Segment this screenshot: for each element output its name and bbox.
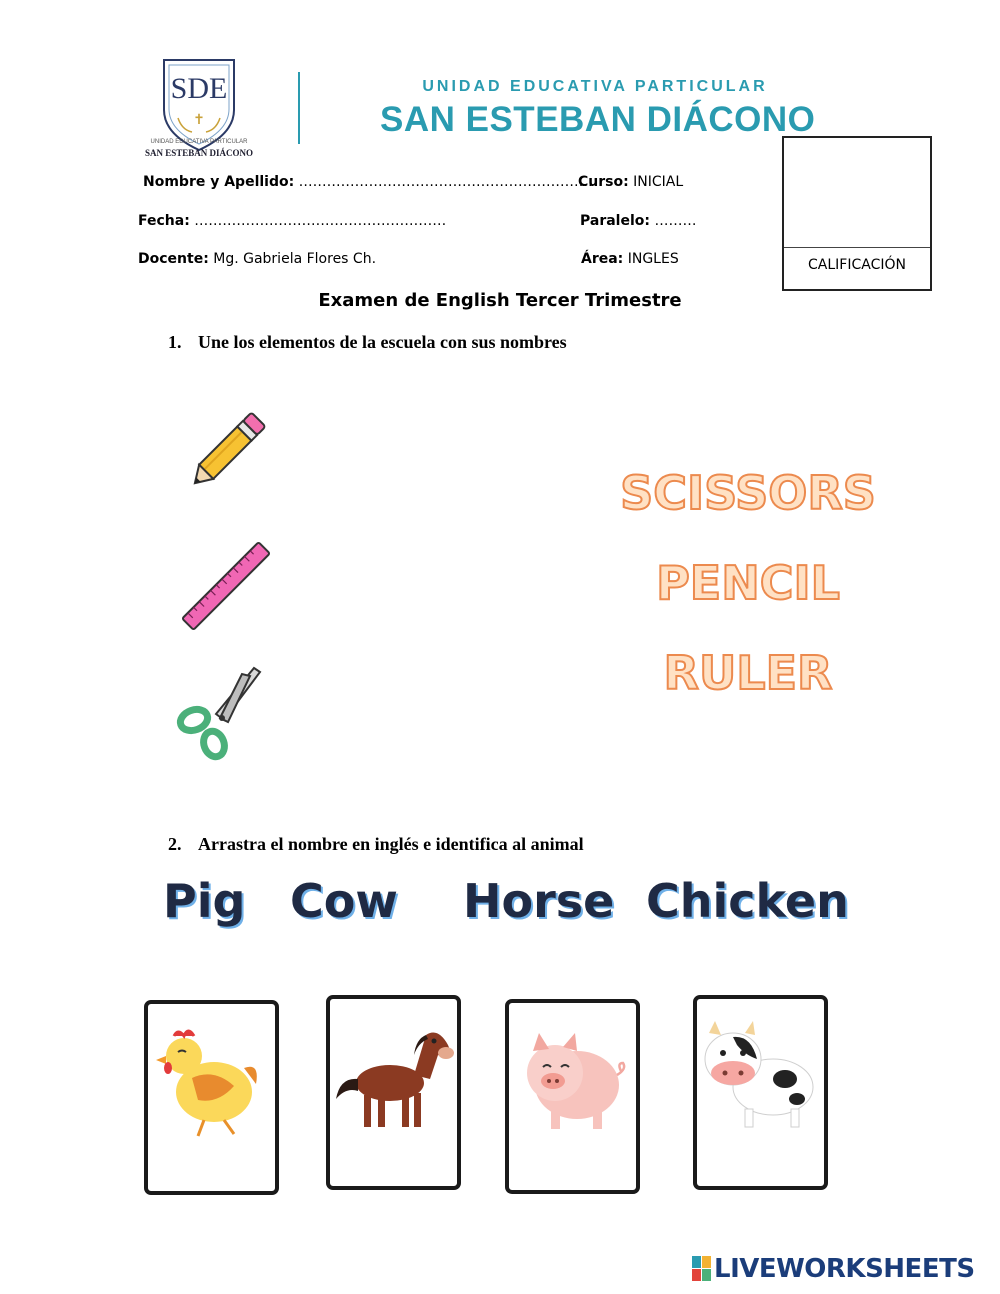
cow-icon [697,999,824,1186]
liveworksheets-badge-icon [692,1256,712,1282]
exam-title: Examen de English Tercer Trimestre [318,290,682,311]
fecha-value[interactable]: ……………………………………………… [194,213,447,229]
liveworksheets-logo[interactable] [692,1254,975,1284]
name-value[interactable]: ……………………………………………………… [298,174,593,190]
paralelo-label: Paralelo: [580,213,650,229]
word-cow[interactable]: Cow [290,874,398,928]
docente-value: Mg. Gabriela Flores Ch. [213,251,377,267]
paralelo-field[interactable] [580,213,696,229]
question-1-text: Une los elementos de la escuela con sus nombres [198,332,567,352]
word-ruler[interactable]: RULER [663,646,833,700]
area-field [581,251,679,267]
svg-text:✝: ✝ [193,111,205,127]
area-label: Área: [581,251,624,267]
scissors-icon[interactable] [172,662,264,762]
area-value: INGLES [627,251,679,267]
name-label: Nombre y Apellido: [143,174,295,190]
docente-label: Docente: [138,251,209,267]
word-chicken[interactable]: Chicken [646,874,849,928]
header-divider [298,72,300,144]
grade-label: CALIFICACIÓN [808,257,906,273]
word-horse[interactable]: Horse [463,874,615,928]
fecha-field[interactable] [138,213,446,229]
pig-icon [509,1003,636,1190]
paralelo-value[interactable]: ……… [654,213,697,229]
chicken-icon [148,1004,275,1191]
question-2-number: 2. [168,834,182,854]
word-pencil[interactable]: PENCIL [656,556,840,610]
question-2 [168,834,584,855]
curso-field [578,174,683,190]
docente-field [138,251,376,267]
question-1-number: 1. [168,332,182,352]
fecha-label: Fecha: [138,213,190,229]
name-field[interactable] [143,174,593,190]
animal-card-chicken[interactable] [144,1000,279,1195]
grade-divider [784,247,930,248]
school-type: UNIDAD EDUCATIVA PARTICULAR [422,78,768,95]
animal-card-horse[interactable] [326,995,461,1190]
question-1 [168,332,567,353]
curso-label: Curso: [578,174,629,190]
logo-letters: SDE [170,72,228,105]
curso-value: INICIAL [633,174,684,190]
horse-icon [330,999,457,1186]
question-2-text: Arrastra el nombre en inglés e identifica al animal [198,834,584,854]
ruler-icon[interactable] [178,538,274,634]
grade-box[interactable] [782,136,932,291]
logo-caption: SAN ESTEBAN DIÁCONO [144,148,254,158]
logo-caption-small: UNIDAD EDUCATIVA PARTICULAR [150,139,248,145]
liveworksheets-text: LIVEWORKSHEETS [714,1254,975,1284]
school-name: SAN ESTEBAN DIÁCONO [380,100,816,139]
pencil-icon[interactable] [178,404,274,500]
word-scissors[interactable]: SCISSORS [620,466,876,520]
word-pig[interactable]: Pig [163,874,246,928]
animal-card-pig[interactable] [505,999,640,1194]
animal-card-cow[interactable] [693,995,828,1190]
